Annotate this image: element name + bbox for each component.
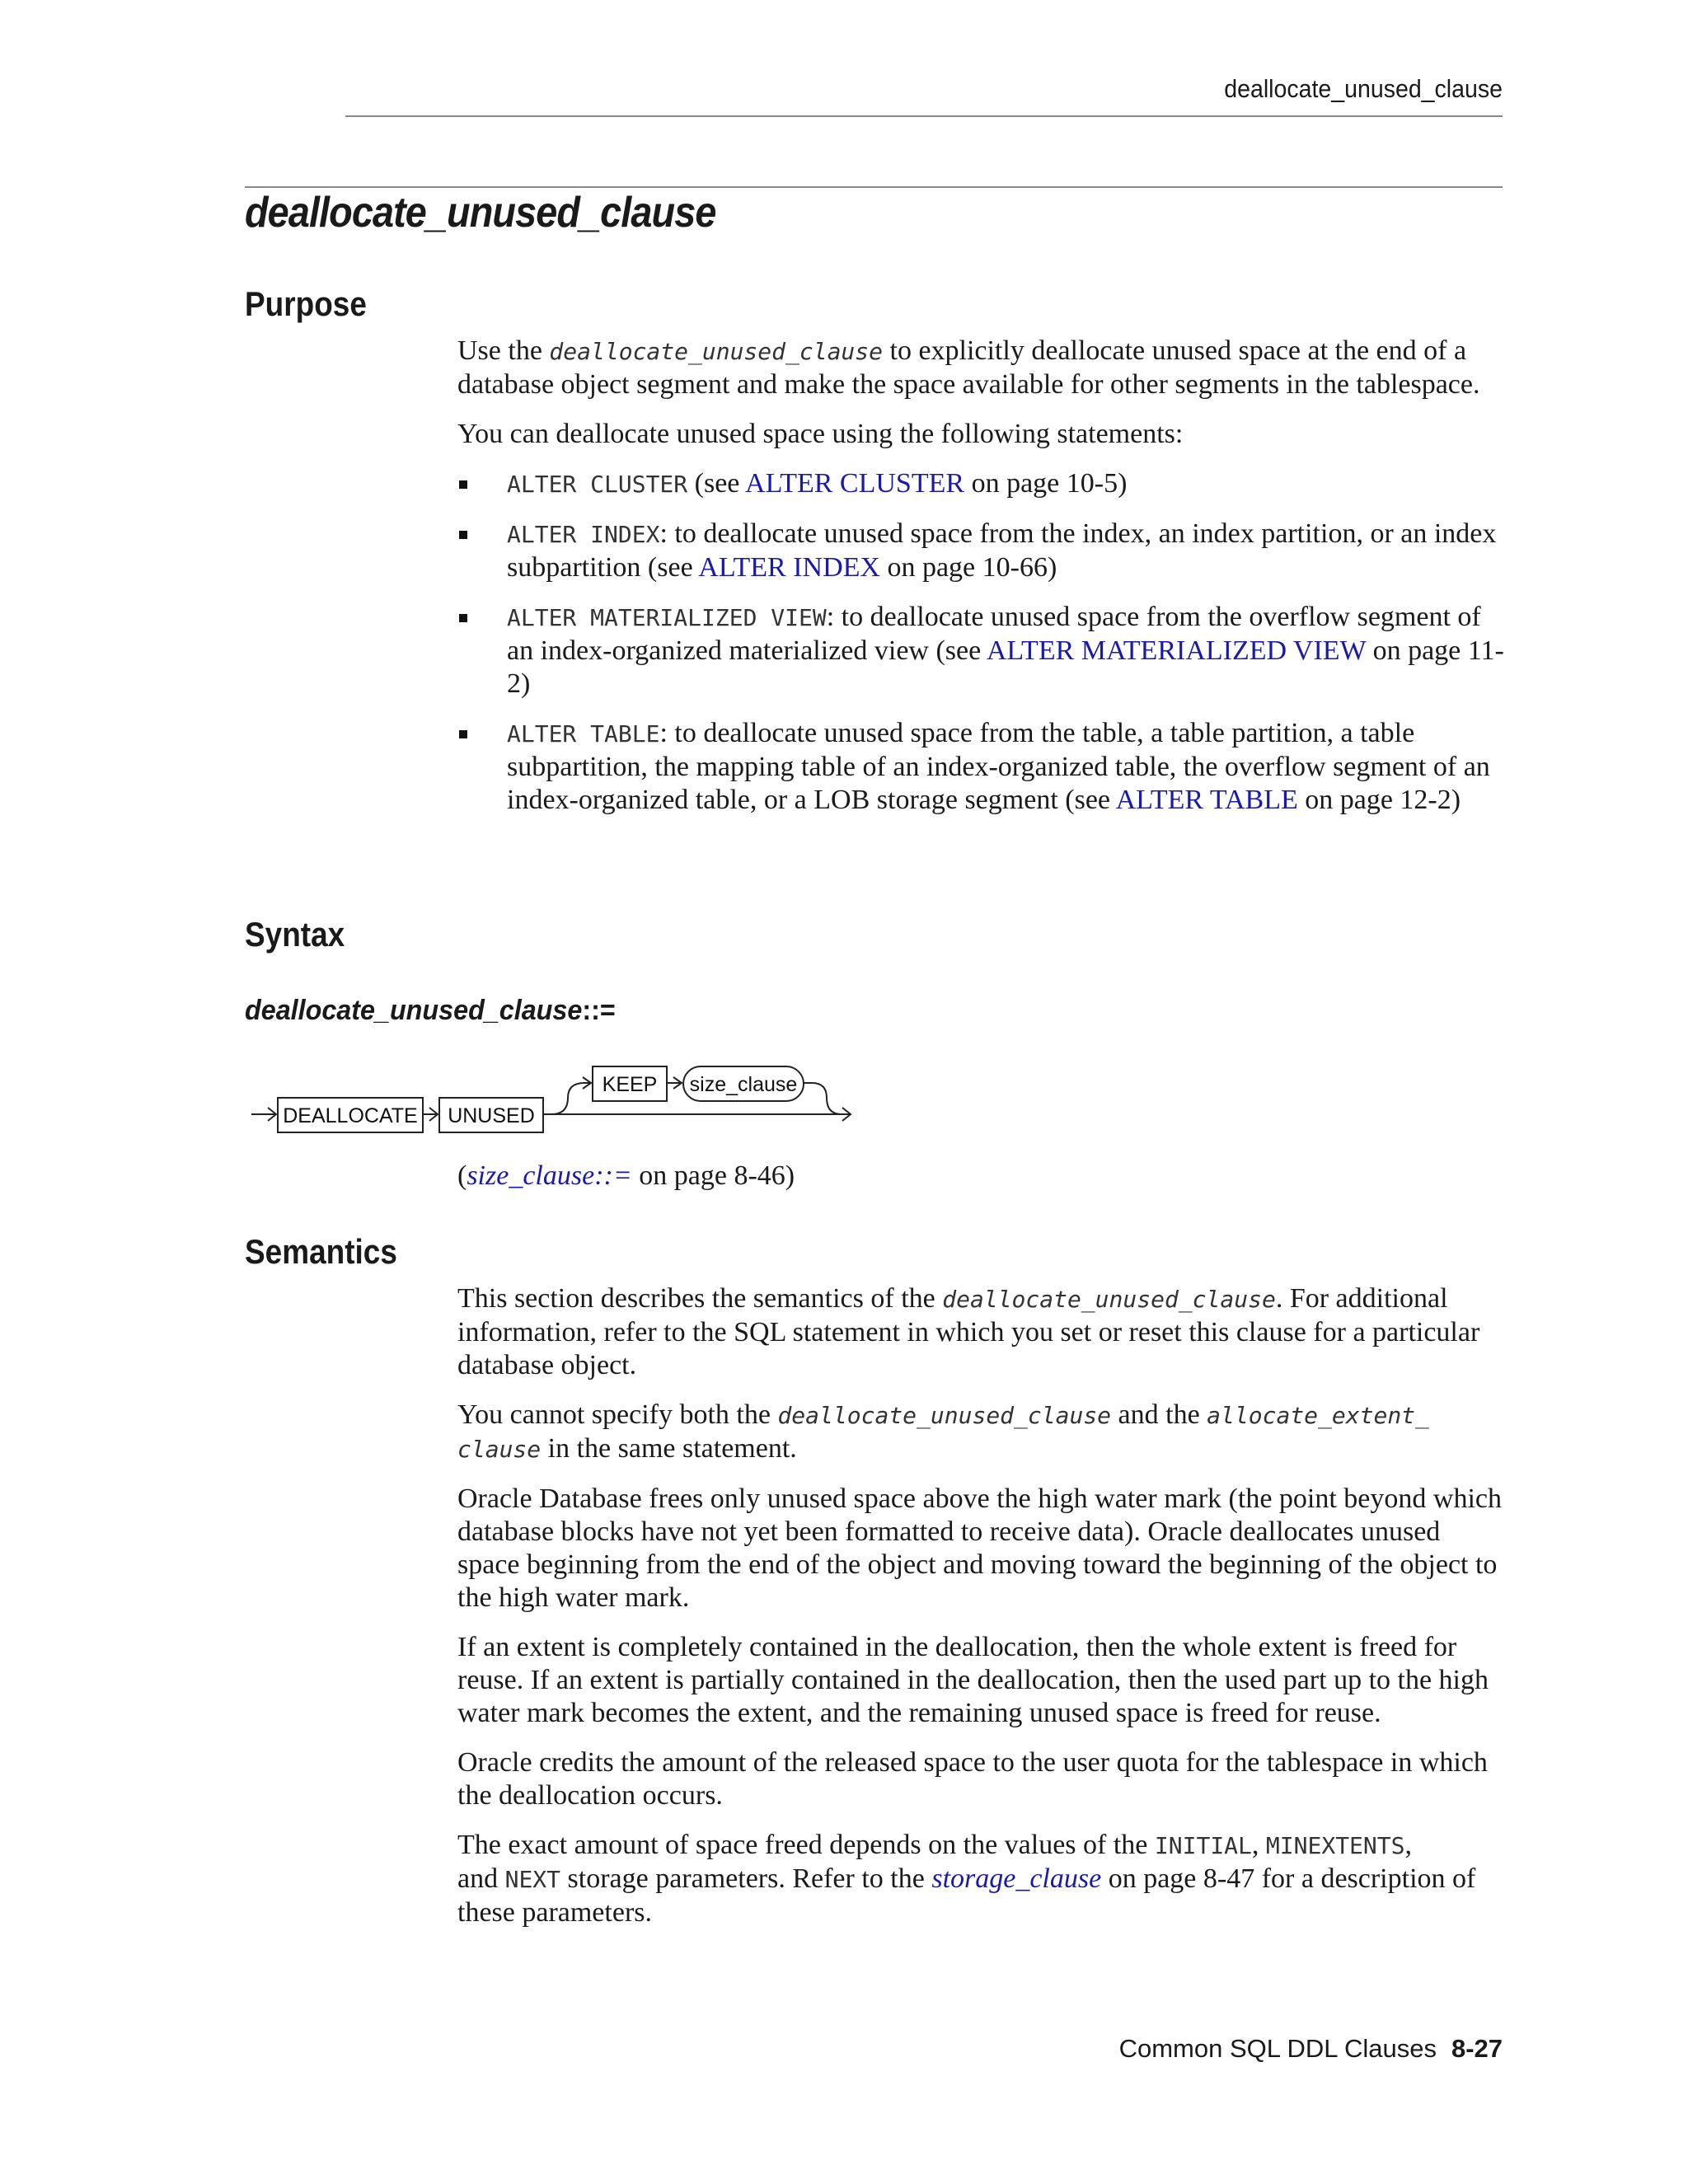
text: You cannot specify both the [457,1399,778,1430]
caption-term: deallocate_unused_clause [245,995,583,1026]
semantics-paragraph-5: Oracle credits the amount of the released space to the user quota for the tablespace in which the deallocation occurs. [457,1747,1488,1811]
text: ) [1118,468,1128,499]
code-term: ALTER INDEX [507,521,660,548]
list-item [457,518,1508,584]
footer-page-number: 8-27 [1451,2034,1503,2063]
link-alter-table[interactable]: ALTER TABLE [1115,785,1298,815]
bullet-icon [459,480,467,489]
text: on page 11-2) [507,635,1504,699]
statement-list [457,467,1508,817]
text: and the [1111,1399,1207,1430]
link-size-clause[interactable]: size_clause::= [467,1160,632,1191]
text: ) [1451,785,1461,815]
footer-section: Common SQL DDL Clauses [1118,2034,1437,2063]
text: in the same statement. [541,1433,797,1464]
text: ) [1047,552,1057,583]
text: : to deallocate unused space from the table, a table partition, a table subpartition, the mapping table of an index-organized table, the overflow segment of an index-organized table, or a LOB storage segment (see [507,718,1490,815]
size-clause-reference [457,1160,795,1192]
syntax-caption [245,995,616,1027]
running-header-title: deallocate_unused_clause [1224,74,1503,103]
text: on page 12-2 [1297,785,1451,815]
link-alter-cluster[interactable]: ALTER CLUSTER [745,468,965,499]
text: Use the [457,335,550,366]
page-title: deallocate_unused_clause [245,189,716,237]
nonterminal-size-clause: size_clause [689,1073,798,1096]
code-term: deallocate_unused_clause [777,1402,1112,1429]
code-term: deallocate_unused_clause [942,1286,1276,1313]
text: on page 8-46) [631,1160,795,1191]
code-term: MINEXTENTS [1265,1832,1405,1859]
text: : to deallocate unused space from the index, an index partition, or an index subpartition (see [507,518,1497,583]
link-alter-materialized-view[interactable]: ALTER MATERIALIZED VIEW [986,635,1367,666]
text: (see [687,468,746,499]
page-footer [1119,2034,1503,2064]
semantics-paragraph-2 [457,1399,1508,1466]
text: , [1251,1830,1266,1860]
text: storage parameters. Refer to the [560,1863,932,1894]
link-alter-index[interactable]: ALTER INDEX [698,552,880,583]
syntax-diagram [245,1047,871,1137]
bullet-icon [459,614,467,622]
branch-curve [804,1083,842,1114]
code-term: deallocate_unused_clause [549,338,883,365]
keyword-unused: UNUSED [448,1104,535,1127]
running-header [345,73,1503,117]
list-item [457,717,1508,817]
syntax-heading: Syntax [245,915,345,954]
keyword-keep: KEEP [602,1073,658,1096]
text: , [1404,1830,1412,1860]
list-item [457,467,1508,501]
purpose-heading: Purpose [245,284,367,323]
bullet-icon [459,730,467,738]
purpose-section [457,335,1508,833]
code-term: ALTER TABLE [507,720,660,748]
code-term: allocate_extent_ [1207,1402,1429,1429]
text: ( [457,1160,467,1191]
code-term: ALTER MATERIALIZED VIEW [507,604,827,631]
text: The exact amount of space freed depends on the values of the [457,1830,1155,1860]
semantics-paragraph-4: If an extent is completely contained in the deallocation, then the whole extent is freed for reuse. If an extent is partially contained in the deallocation, then the used part up to the high water mark becomes the extent, and the remaining unused space is freed for reuse. [457,1632,1489,1728]
text: This section describes the semantics of the [457,1283,943,1314]
text: on page 10-5 [964,468,1118,499]
code-term: NEXT [504,1866,561,1893]
link-storage-clause[interactable]: storage_clause [931,1863,1102,1894]
list-item [457,601,1508,701]
semantics-heading: Semantics [245,1232,397,1271]
semantics-paragraph-3: Oracle Database frees only unused space above the high water mark (the point beyond which database blocks have not yet been formatted to receive data). Oracle deallocates unused space beginning from the end of the object and moving toward the beginning of the object to the high water mark. [457,1483,1502,1613]
text: on page 10-66 [879,552,1048,583]
text: on page 8-47 for a description of these parameters. [457,1863,1476,1928]
text: : to deallocate unused space from the overflow segment of an index-organized materialized view (see [507,602,1481,666]
keyword-deallocate: DEALLOCATE [283,1104,418,1127]
text: . For additional information, refer to the SQL statement in which you set or reset this clause for a particular database object. [457,1283,1480,1380]
caption-suffix: ::= [582,995,616,1026]
code-term: ALTER CLUSTER [507,471,688,498]
purpose-paragraph-1 [457,335,1508,401]
code-term: clause [457,1436,542,1463]
code-term: INITIAL [1154,1832,1252,1859]
purpose-paragraph-2: You can deallocate unused space using the following statements: [457,419,1184,449]
text: and [457,1863,505,1894]
text: to explicitly deallocate unused space at the end of a database object segment and make the space available for other segments in the tablespace. [457,335,1480,400]
semantics-paragraph-1 [457,1282,1508,1382]
semantics-paragraph-6 [457,1829,1508,1929]
bullet-icon [459,531,467,539]
semantics-section [457,1282,1508,1946]
